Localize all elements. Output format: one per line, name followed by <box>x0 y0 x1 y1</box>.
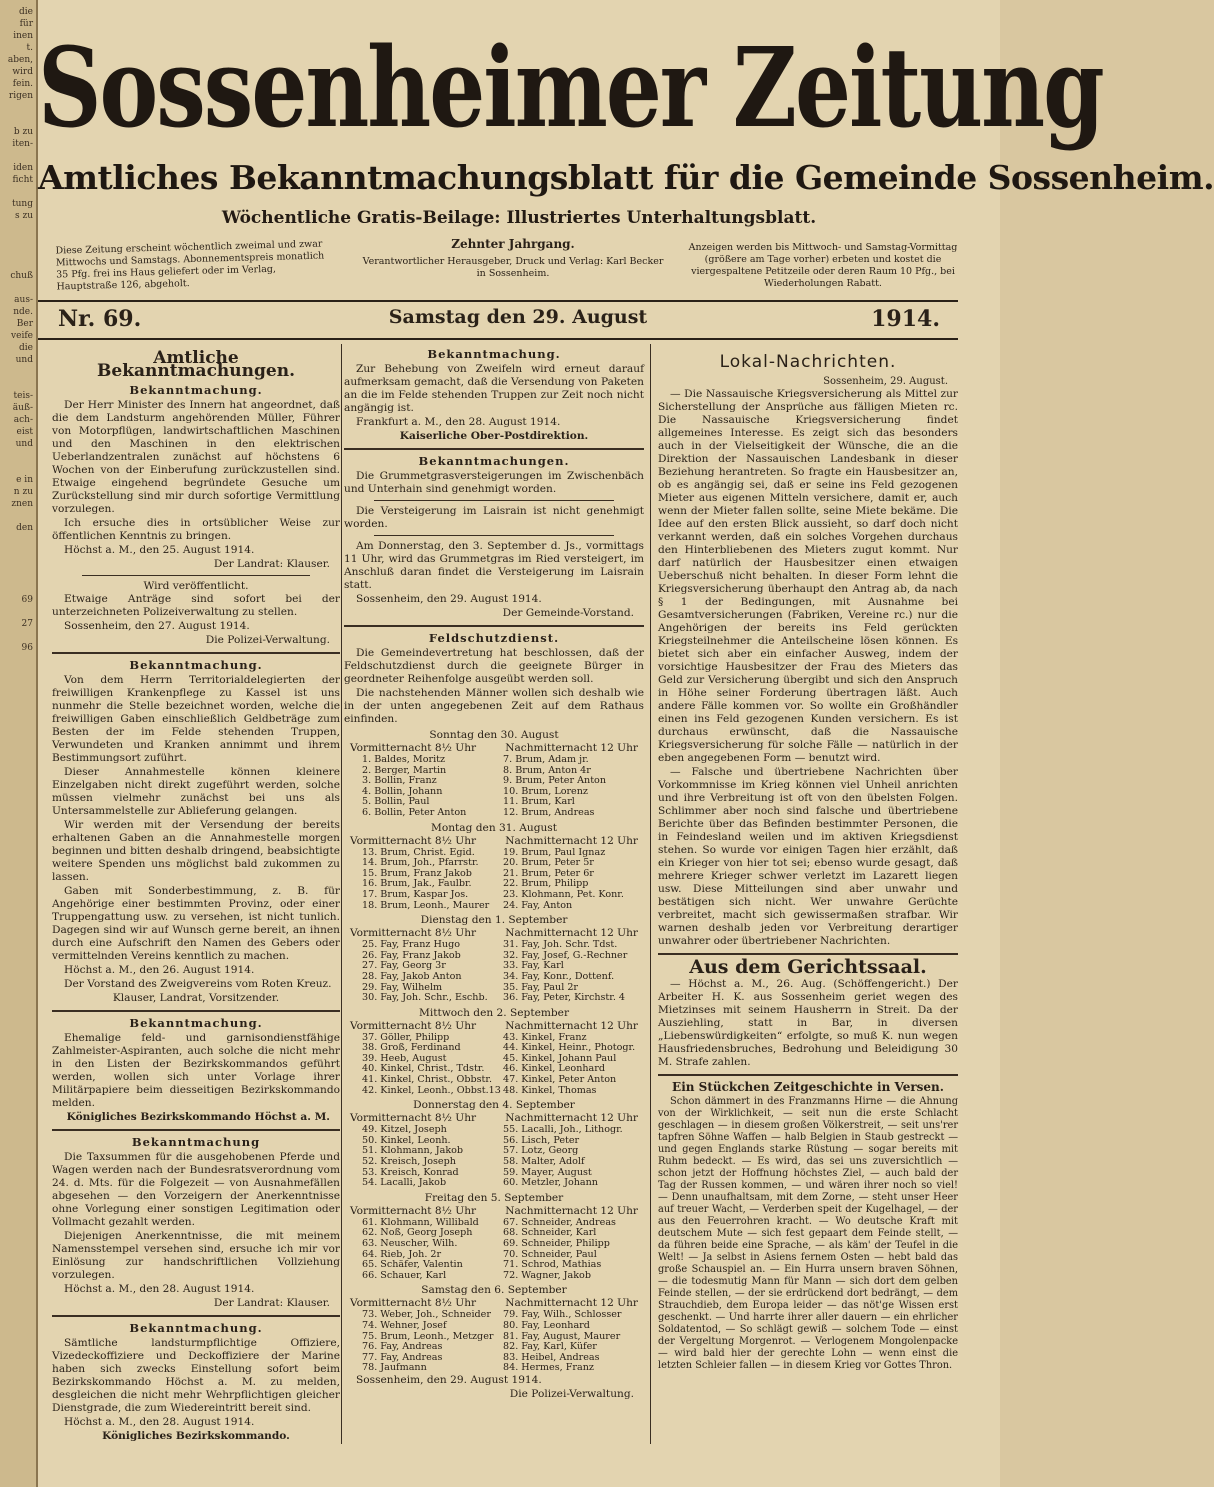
roster-name: 33. Fay, Karl <box>503 960 564 972</box>
roster-day <box>344 1007 644 1097</box>
roster-name: 27. Fay, Georg 3r <box>362 960 446 972</box>
gutter-fragment <box>0 582 33 594</box>
notice-title: Bekanntmachung. <box>129 1016 263 1030</box>
roster-column <box>503 848 644 912</box>
shift-vm: Vormitternacht 8½ Uhr <box>350 1019 477 1032</box>
gutter-fragment <box>0 378 33 390</box>
gutter-fragment <box>0 366 33 378</box>
gutter-fragment: teis- <box>13 391 33 401</box>
roster-name: 72. Wagner, Jakob <box>503 1269 591 1281</box>
divider <box>344 625 644 627</box>
notice-signature: Die Polizei-Verwaltung. <box>205 634 330 646</box>
roster-name: 76. Fay, Andreas <box>362 1341 443 1353</box>
roster-column <box>362 755 503 819</box>
roster-day-title: Mittwoch den 2. September <box>418 1006 570 1019</box>
shift-nm: Nachmitternacht 12 Uhr <box>505 1112 638 1125</box>
roster-name: 29. Fay, Wilhelm <box>362 981 443 993</box>
roster-names <box>344 755 644 819</box>
roster-day-title: Freitag den 5. September <box>424 1191 564 1204</box>
roster-name: 68. Schneider, Karl <box>503 1227 597 1239</box>
gutter-fragment <box>0 114 33 126</box>
roster-name: 53. Kreisch, Konrad <box>362 1166 459 1178</box>
column-amtliche <box>52 344 340 1474</box>
shift-vm: Vormitternacht 8½ Uhr <box>350 742 477 754</box>
roster-name: 34. Fay, Konr., Dottenf. <box>503 970 615 982</box>
issue-number: Nr. 69. <box>58 306 142 332</box>
roster-name: 36. Fay, Peter, Kirchstr. 4 <box>503 992 626 1004</box>
roster-names <box>344 940 644 1004</box>
roster-name: 52. Kreisch, Joseph <box>362 1156 456 1168</box>
verlag: Verantwortlicher Herausgeber, Druck und Verlag: Karl Becker in Sossenheim. <box>362 256 664 279</box>
shift-nm: Nachmitternacht 12 Uhr <box>505 1297 638 1310</box>
notice-date: Höchst a. M., den 28. August 1914. <box>64 1416 255 1428</box>
gutter-fragment: den <box>16 523 33 533</box>
notice-title: Feldschutzdienst. <box>428 631 560 645</box>
roster-name: 16. Brum, Jak., Faulbr. <box>362 878 472 890</box>
roster-names <box>344 848 644 912</box>
roster-name: 21. Brum, Peter 6r <box>503 867 594 879</box>
roster-day <box>344 1192 644 1282</box>
notice-text: Die Gemeindevertretung hat beschlossen, daß der Feldschutzdienst durch die geeignete Bürger in geordneter Reihenfolge ausgeübt werden soll. <box>344 647 644 685</box>
rule-top <box>38 300 958 302</box>
section-heading: Amtliche Bekanntmachungen. <box>97 348 295 381</box>
roster-name: 28. Fay, Jakob Anton <box>362 970 462 982</box>
shift-nm: Nachmitternacht 12 Uhr <box>505 742 638 754</box>
roster-column <box>503 1125 644 1189</box>
adjacent-page-gutter <box>0 0 38 1487</box>
roster-name: 23. Klohmann, Pet. Konr. <box>503 888 624 900</box>
roster-name: 9. Brum, Peter Anton <box>503 775 607 787</box>
roster-name: 26. Fay, Franz Jakob <box>362 949 461 961</box>
notice-text: Von dem Herrn Territorialdelegierten der freiwilligen Krankenpflege zu Kassel ist uns nunmehr die Stelle bezeichnet worden, welche die freiwilligen Gaben einschließlich Geldbeträge zum Besten der im Felde stehenden Truppen, Verwundeten und Kranken annimmt und ihrem Bestimmungsort zuführt. <box>52 674 340 764</box>
notice-title: Bekanntmachung <box>131 1135 261 1149</box>
notice-signature: Der Gemeinde-Vorstand. <box>502 607 634 619</box>
jahrgang: Zehnter Jahrgang. <box>451 237 575 251</box>
gutter-fragment: inen <box>13 31 33 41</box>
roster-name: 10. Brum, Lorenz <box>503 785 588 797</box>
roster-day <box>344 1284 644 1374</box>
roster-day <box>344 729 644 819</box>
roster-column <box>362 1033 503 1097</box>
gutter-fragment: aben, <box>7 55 33 65</box>
divider <box>52 1315 340 1317</box>
gutter-fragment: iten- <box>12 139 33 149</box>
gutter-fragment: 27 <box>21 619 33 629</box>
masthead-subtitle: Amtliches Bekanntmachungsblatt für die Gemeinde Sossenheim. <box>38 158 1214 197</box>
gutter-fragment <box>0 258 33 270</box>
gutter-fragment <box>0 102 33 114</box>
shift-nm: Nachmitternacht 12 Uhr <box>505 834 638 847</box>
gutter-fragment: ficht <box>12 175 33 185</box>
roster-name: 13. Brum, Christ. Egid. <box>362 846 475 858</box>
roster-name: 46. Kinkel, Leonhard <box>503 1063 606 1075</box>
gutter-fragment: 96 <box>21 643 33 653</box>
shift-vm: Vormitternacht 8½ Uhr <box>350 1204 477 1217</box>
notice-date: Frankfurt a. M., den 28. August 1914. <box>356 416 561 428</box>
roster-day-title: Samstag den 6. September <box>421 1284 567 1297</box>
verse-text: Schon dämmert in des Franzmanns Hirne — die Ahnung von der Wirklichkeit, — seit nun die erste Schlacht geschlagen — in diesem großen Völkerstreit, — seit uns'rer tapfren Söhne Waffen — halb Belgien in Staub gestreckt — und gegen Englands starke Rüstung — sogar bereits mit Ruhm bedeckt. — Es wird, das sei uns zuversichtlich — schon jetzt der Hoffnung höchstes Ziel, — auch bald der Tag der Russen kommen, — und wären ihrer noch so viel! — Denn unaufhaltsam, mit dem Zorne, — steht unser Heer auf treuer Wacht, — Verderben speit der Kugelhagel, — der aus den Feuerrohren kracht. — Wo deutsche Kraft mit deutschem Mute — sich fest gepaart dem Feinde stellt, — da führen beide eine Sprache, — als käm' der Teufel in die Welt! — Ja selbst in Asiens fernem Osten — hebt bald das große Schauspiel an. — Ein Hurra unsern braven Söhnen, — die todesmutig Mann für Mann — sich dort dem gelben Feinde stellen, — der sie erdrückend dort bedrängt, — dem Strauchdieb, dem Europa leider — das nöt'ge Wissen erst geschenkt. — Und harrte ihrer aller dauern — ein ehrlicher Soldatentod, — So schlägt gewiß — solchem Tode — einst der Vergeltung Morgenrot. — Verlogenem Mongolenpacke — wird bald hier der gerechte Lohn — wenn einst die letzten Schleier fallen — in diesem Krieg vor Gottes Thron. <box>658 1096 958 1371</box>
gutter-fragment <box>0 150 33 162</box>
roster-names <box>344 1218 644 1282</box>
shift-vm: Vormitternacht 8½ Uhr <box>350 1112 477 1125</box>
section-heading: Lokal-Nachrichten. <box>719 352 897 372</box>
gutter-fragment: und <box>15 439 33 449</box>
notice-title: Bekanntmachung. <box>129 383 263 397</box>
notice-date: Höchst a. M., den 26. August 1914. <box>64 964 255 976</box>
roster-name: 70. Schneider, Paul <box>503 1248 597 1260</box>
roster-names <box>344 1310 644 1374</box>
gutter-fragment: aus- <box>14 295 33 305</box>
gutter-fragment: fein. <box>12 79 33 89</box>
roster-name: 17. Brum, Kaspar Jos. <box>362 888 469 900</box>
notice-text: Der Herr Minister des Innern hat angeordnet, daß die dem Landsturm angehörenden Müller, Führer von Motorpflügen, landwirtschaftlichen Maschinen und den Maschinen in den elektrischen Ueberlandzentralen zunächst auf höchstens 6 Wochen von der Einberufung zurückzustellen sind. Etwaige eingehend begründete Gesuche um Zurückstellung sind mir durch sofortige Vermittlung vorzulegen. <box>52 399 340 515</box>
gutter-fragment <box>0 222 33 234</box>
masthead-beilage: Wöchentliche Gratis-Beilage: Illustriertes Unterhaltungsblatt. <box>221 208 817 228</box>
gutter-fragment: ach- <box>13 415 33 425</box>
roster-column <box>503 1218 644 1282</box>
roster-day-title: Montag den 31. August <box>431 821 557 834</box>
roster-column <box>362 940 503 1004</box>
notice-title: Bekanntmachungen. <box>418 454 570 468</box>
notice-date: Sossenheim, den 29. August 1914. <box>356 593 542 605</box>
roster-name: 15. Brum, Franz Jakob <box>362 867 472 879</box>
roster-name: 11. Brum, Karl <box>503 796 575 808</box>
roster-day <box>344 914 644 1004</box>
roster-column <box>362 848 503 912</box>
roster-name: 62. Noß, Georg Joseph <box>362 1227 473 1239</box>
article-text: — Höchst a. M., 26. Aug. (Schöffengericht.) Der Arbeiter H. K. aus Sossenheim geriet wegen des Mietzinses mit seinem Hausherrn in Streit. Da der Ausziehling, statt in Bar, in diversen „Liebenswürdigkeiten“ erfolgte, so muß K. nun wegen Hausfriedensbruches, Bedrohung und Beleidigung 30 M. Strafe zahlen. <box>658 978 958 1068</box>
gutter-fragment <box>0 546 33 558</box>
roster-name: 81. Fay, August, Maurer <box>503 1330 621 1342</box>
roster-name: 8. Brum, Anton 4r <box>503 764 591 776</box>
roster-name: 2. Berger, Martin <box>362 764 447 776</box>
notice-text: Ehemalige feld- und garnisondienstfähige Zahlmeister-Aspiranten, auch solche die nicht mehr in den Listen der Bezirkskommandos geführt werden, wollen sich unter Vorlage ihrer Militärpapiere beim diesseitigen Bezirkskommando melden. <box>52 1032 340 1109</box>
divider <box>52 1010 340 1012</box>
gutter-fragment <box>0 282 33 294</box>
roster-name: 60. Metzler, Johann <box>503 1177 598 1189</box>
gutter-fragment: veife <box>11 331 33 341</box>
roster-name: 25. Fay, Franz Hugo <box>362 939 460 951</box>
roster-column <box>362 1310 503 1374</box>
roster-name: 65. Schäfer, Valentin <box>362 1259 463 1271</box>
divider <box>52 1129 340 1131</box>
roster-name: 1. Baldes, Moritz <box>362 754 446 765</box>
issue-date: Samstag den 29. August <box>388 306 648 328</box>
section-heading: Aus dem Gerichtssaal. <box>689 956 927 978</box>
roster-column <box>362 1218 503 1282</box>
roster-name: 69. Schneider, Philipp <box>503 1238 610 1249</box>
shift-nm: Nachmitternacht 12 Uhr <box>505 927 638 940</box>
divider <box>374 535 614 536</box>
divider <box>82 575 310 576</box>
gutter-fragment <box>0 606 33 618</box>
article-text: — Die Nassauische Kriegsversicherung als Mittel zur Sicherstellung der Ansprüche aus fälligen Mieten rc. Die Nassauische Kriegsversicherung findet allgemeines Interesse. Es zeigt sich das besonders auch in der Vielseitigkeit der Wünsche, die an die Direktion der Nassauischen Landesbank in dieser Beziehung herantreten. So fragte ein Hausbesitzer an, ob es angängig sei, daß er seine ins Feld gezogenen Mieter aus eigenen Mitteln versichere, damit er, auch wenn der Mieter fallen sollte, seine Miete bekäme. Die Idee auf den ersten Blick aussieht, so darf doch nicht verkannt werden, daß ein solches Vorgehen durchaus den Hinterbliebenen des Mieters zugut kommt. Nur darf natürlich der Hausbesitzer einen etwaigen Ueberschuß nicht behalten. In dieser Form lehnt die Kriegsversicherung überhaupt den Antrag ab, da nach § 1 der Bedingungen, mit Ausnahme bei Gesamtversicherungen (Fabriken, Vereine rc.) nur die Angehörigen der bereits ins Feld gerückten Kriegsteilnehmer die Anteilscheine lösen können. Es bietet sich aber ein einfacher Ausweg, indem der vorsichtige Hausbesitzer der Frau des Mieters das Geld zur Versicherung übergibt und sich den Anspruch in Höhe seiner Forderung übertragen läßt. Auch andere Fälle kommen vor. So wollte ein Großhändler einen ins Feld gezogenen Kunden versichern. Es ist durchaus erwünscht, daß die Nassauische Kriegsversicherung für solche Fälle — natürlich in der eben angegebenen Form — benutzt wird. <box>658 388 958 764</box>
notice-signature: Der Landrat: Klauser. <box>213 1297 330 1309</box>
gutter-fragment: s zu <box>14 211 33 221</box>
divider <box>658 1074 958 1076</box>
gutter-fragment: e in <box>16 475 33 485</box>
notice-text: Die nachstehenden Männer wollen sich deshalb wie in der unten angegebenen Zeit auf dem Rathaus einfinden. <box>344 687 644 725</box>
roster-name: 75. Brum, Leonh., Metzger <box>362 1330 494 1342</box>
roster-name: 12. Brum, Andreas <box>503 806 595 818</box>
roster-name: 61. Klohmann, Willibald <box>362 1216 479 1228</box>
roster-name: 31. Fay, Joh. Schr. Tdst. <box>503 939 618 951</box>
roster-name: 47. Kinkel, Peter Anton <box>503 1074 617 1086</box>
roster-name: 67. Schneider, Andreas <box>503 1216 616 1228</box>
masthead-title: Sossenheimer Zeitung <box>38 22 1103 152</box>
roster-column <box>503 1310 644 1374</box>
rule-bottom <box>38 338 958 340</box>
gutter-fragment: b zu <box>13 127 33 137</box>
roster-name: 30. Fay, Joh. Schr., Eschb. <box>362 992 488 1004</box>
roster-name: 48. Kinkel, Thomas <box>503 1084 597 1096</box>
roster-name: 44. Kinkel, Heinr., Photogr. <box>503 1042 636 1054</box>
shift-nm: Nachmitternacht 12 Uhr <box>505 1019 638 1032</box>
roster-name: 64. Rieb, Joh. 2r <box>362 1248 442 1260</box>
roster-name: 24. Fay, Anton <box>503 899 573 911</box>
gutter-fragment: znen <box>11 499 33 509</box>
roster-name: 54. Lacalli, Jakob <box>362 1177 447 1189</box>
gutter-fragment: Ber <box>16 319 33 329</box>
issue-year: 1914. <box>871 306 940 332</box>
subscription-info: Diese Zeitung erscheint wöchentlich zweimal und zwar Mittwochs und Samstags. Abonnementspreis monatlich 35 Pfg. frei ins Haus geliefert oder im Verlag, Hauptstraße 126, abgeholt. <box>55 238 325 293</box>
roster-names <box>344 1125 644 1189</box>
article-text: — Falsche und übertriebene Nachrichten über Vorkommnisse im Krieg können viel Unheil anrichten und ihre Verbreitung ist oft von den übelsten Folgen. Schlimmer aber noch sind falsche und übertriebene Berichte über das Befinden bestimmter Personen, die in Feindesland weilen und im aktiven Kriegsdienst stehen. So wurde vor einigen Tagen hier erzählt, daß ein Krieger von hier tot sei; ebenso wurde gesagt, daß mehrere Krieger schwer verletzt im Lazarett liegen usw. Diese Mitteilungen sind aber unwahr und bestätigen sich nicht. Wer unwahre Gerüchte verbreitet, macht sich gewissermaßen strafbar. Wir warnen deshalb jeden vor Verbreitung derartiger unwahrer oder übertriebener Nachrichten. <box>658 766 958 947</box>
roster-name: 79. Fay, Wilh., Schlosser <box>503 1309 622 1321</box>
roster-name: 18. Brum, Leonh., Maurer <box>362 899 490 911</box>
roster-day-title: Sonntag den 30. August <box>429 729 559 741</box>
gutter-fragment <box>0 510 33 522</box>
gutter-fragment: tung <box>12 199 33 209</box>
roster-name: 71. Schrod, Mathias <box>503 1259 602 1271</box>
gutter-fragment: äuß- <box>12 403 33 413</box>
roster-name: 73. Weber, Joh., Schneider <box>362 1309 491 1321</box>
roster-column <box>362 1125 503 1189</box>
roster-name: 57. Lotz, Georg <box>503 1145 579 1157</box>
gutter-fragment: n zu <box>13 487 33 497</box>
notice-text: Die Grummetgrasversteigerungen im Zwischenbäch und Unterhain sind genehmigt worden. <box>344 470 644 495</box>
shift-vm: Vormitternacht 8½ Uhr <box>350 927 477 940</box>
notice-text: Am Donnerstag, den 3. September d. Js., vormittags 11 Uhr, wird das Grummetgras im Ried versteigert, im Anschluß daran findet die Versteigerung im Laisrain statt. <box>344 540 644 591</box>
notice-text: Diejenigen Anerkenntnisse, die mit meinem Namensstempel versehen sind, ersuche ich mir vor Einlösung zur handschriftlichen Vollziehung vorzulegen. <box>52 1230 340 1281</box>
duty-roster <box>344 729 644 1374</box>
gutter-fragment: die <box>19 343 33 353</box>
gutter-fragment: t. <box>26 43 33 53</box>
roster-column <box>503 755 644 819</box>
roster-name: 38. Groß, Ferdinand <box>362 1042 461 1054</box>
gutter-fragment: und <box>15 355 33 365</box>
gutter-fragment <box>0 186 33 198</box>
roster-name: 42. Kinkel, Leonh., Obbst.13 <box>362 1084 501 1096</box>
notice-title: Bekanntmachung. <box>129 658 263 672</box>
roster-name: 4. Bollin, Johann <box>362 785 443 797</box>
gutter-fragment: für <box>19 19 33 29</box>
roster-day-title: Dienstag den 1. September <box>420 914 568 927</box>
notice-date: Höchst a. M., den 25. August 1914. <box>64 544 255 556</box>
roster-name: 77. Fay, Andreas <box>362 1351 443 1363</box>
notice-text: Wird veröffentlicht. <box>143 580 249 592</box>
gutter-fragment: 69 <box>21 595 33 605</box>
roster-name: 7. Brum, Adam jr. <box>503 754 589 765</box>
roster-shift-header <box>344 1020 644 1033</box>
roster-name: 78. Jaufmann <box>362 1362 427 1374</box>
gutter-fragment: rigen <box>8 91 33 101</box>
roster-name: 22. Brum, Philipp <box>503 878 589 890</box>
divider <box>658 953 958 955</box>
roster-name: 74. Wehner, Josef <box>362 1319 447 1331</box>
gutter-fragment <box>0 450 33 462</box>
notice-signature: Der Landrat: Klauser. <box>213 558 330 570</box>
gutter-fragment: die <box>19 7 33 17</box>
gutter-fragment <box>0 534 33 546</box>
shift-vm: Vormitternacht 8½ Uhr <box>350 834 477 847</box>
notice-text: Etwaige Anträge sind sofort bei der unterzeichneten Polizeiverwaltung zu stellen. <box>52 593 340 618</box>
column-notices <box>344 344 644 1474</box>
gutter-fragment: iden <box>13 163 33 173</box>
gutter-fragment <box>0 630 33 642</box>
gutter-fragment: nde. <box>13 307 33 317</box>
gutter-fragment: eist <box>16 427 33 437</box>
column-divider <box>650 344 651 1444</box>
notice-date: Höchst a. M., den 28. August 1914. <box>64 1283 255 1295</box>
notice-text: Die Versteigerung im Laisrain ist nicht genehmigt worden. <box>344 505 644 530</box>
roster-name: 35. Fay, Paul 2r <box>503 981 579 993</box>
roster-day <box>344 1099 644 1189</box>
shift-nm: Nachmitternacht 12 Uhr <box>505 1204 638 1217</box>
roster-name: 58. Malter, Adolf <box>503 1156 585 1168</box>
notice-signature: Königliches Bezirkskommando Höchst a. M. <box>66 1111 330 1123</box>
notice-signature: Königliches Bezirkskommando. <box>102 1430 290 1442</box>
roster-name: 37. Göller, Philipp <box>362 1031 450 1043</box>
roster-name: 66. Schauer, Karl <box>362 1269 447 1281</box>
notice-title: Bekanntmachung. <box>129 1321 263 1335</box>
section-heading: Ein Stückchen Zeitgeschichte in Versen. <box>672 1080 944 1094</box>
notice-text: Sämtliche landsturmpflichtige Offiziere, Vizedeckoffiziere und Deckoffiziere der Marine haben sich zwecks Einstellung sofort beim Bezirkskommando Höchst a. M. zu melden, desgleichen die nicht mehr Wehrpflichtigen gleicher Dienstgrade, die zum Wiedereintritt bereit sind. <box>52 1337 340 1414</box>
roster-name: 82. Fay, Karl, Küfer <box>503 1341 597 1353</box>
notice-text: Die Taxsummen für die ausgehobenen Pferde und Wagen werden nach der Bundesratsverordnung vom 24. d. Mts. für die Folgezeit — von Ausnahmefällen abgesehen — den Vorzeigern der Anerkenntnisse ohne Vorlegung einer sonstigen Legitimation oder Vollmacht gezahlt werden. <box>52 1151 340 1228</box>
roster-name: 51. Klohmann, Jakob <box>362 1145 464 1157</box>
roster-name: 43. Kinkel, Franz <box>503 1031 587 1043</box>
gutter-fragment <box>0 246 33 258</box>
roster-name: 19. Brum, Paul Ignaz <box>503 846 606 858</box>
roster-name: 56. Lisch, Peter <box>503 1134 580 1146</box>
notice-text: Gaben mit Sonderbestimmung, z. B. für Angehörige einer bestimmten Provinz, oder einer Truppengattung usw. zu versehen, ist nicht tunlich. Dagegen sind wir auf Wunsch gerne bereit, an ihnen durch eine Aufschrift den Namen des Gebers oder vermittelnden Vereins kenntlich zu machen. <box>52 885 340 962</box>
roster-name: 83. Heibel, Andreas <box>503 1351 600 1363</box>
roster-day-title: Donnerstag den 4. September <box>413 1099 575 1112</box>
notice-date: Sossenheim, den 27. August 1914. <box>64 620 250 632</box>
roster-name: 6. Bollin, Peter Anton <box>362 806 467 818</box>
roster-name: 32. Fay, Josef, G.-Rechner <box>503 949 628 961</box>
roster-name: 40. Kinkel, Christ., Tdstr. <box>362 1063 485 1075</box>
publisher-info <box>358 238 668 280</box>
shift-vm: Vormitternacht 8½ Uhr <box>350 1297 477 1310</box>
roster-name: 63. Neuscher, Wilh. <box>362 1238 458 1249</box>
divider <box>374 500 614 501</box>
roster-shift-header <box>344 1205 644 1218</box>
gutter-fragment <box>0 462 33 474</box>
roster-name: 49. Kitzel, Joseph <box>362 1124 447 1136</box>
roster-name: 45. Kinkel, Johann Paul <box>503 1052 617 1064</box>
roster-name: 50. Kinkel, Leonh. <box>362 1134 451 1146</box>
roster-name: 55. Lacalli, Joh., Lithogr. <box>503 1124 623 1136</box>
roster-day <box>344 822 644 912</box>
notice-signature: Die Polizei-Verwaltung. <box>509 1387 634 1400</box>
roster-column <box>503 1033 644 1097</box>
roster-name: 14. Brum, Joh., Pfarrstr. <box>362 857 479 869</box>
notice-title: Bekanntmachung. <box>427 347 561 361</box>
notice-text: Wir werden mit der Versendung der bereits erhaltenen Gaben an die Annahmestelle morgen beginnen und bitten deshalb dringend, beabsichtigte weitere Spenden uns möglichst bald zukommen zu lassen. <box>52 819 340 883</box>
roster-name: 84. Hermes, Franz <box>503 1362 594 1374</box>
divider <box>344 448 644 450</box>
gutter-fragment: wird <box>12 67 33 77</box>
notice-signature: Kaiserliche Ober-Postdirektion. <box>399 430 589 442</box>
notice-date: Sossenheim, den 29. August 1914. <box>356 1373 542 1386</box>
notice-text: Dieser Annahmestelle können kleinere Einzelgaben nicht direkt zugeführt werden, solche müssen vielmehr zunächst bei uns als Untersammelstelle zur Ablieferung gelangen. <box>52 766 340 817</box>
roster-name: 20. Brum, Peter 5r <box>503 857 594 869</box>
column-divider <box>341 344 342 1444</box>
roster-shift-header <box>344 835 644 848</box>
roster-name: 41. Kinkel, Christ., Obbstr. <box>362 1074 492 1086</box>
roster-name: 39. Heeb, August <box>362 1052 447 1064</box>
newspaper-page <box>38 0 1214 1487</box>
notice-text: Ich ersuche dies in ortsüblicher Weise zur öffentlichen Kenntnis zu bringen. <box>52 517 340 542</box>
notice-signature: Klauser, Landrat, Vorsitzender. <box>112 992 280 1004</box>
notice-text: Zur Behebung von Zweifeln wird erneut darauf aufmerksam gemacht, daß die Versendung von Paketen an die im Felde stehenden Truppen zur Zeit noch nicht angängig ist. <box>344 363 644 414</box>
roster-names <box>344 1033 644 1097</box>
gutter-fragment <box>0 234 33 246</box>
roster-column <box>503 940 644 1004</box>
roster-name: 5. Bollin, Paul <box>362 796 430 808</box>
roster-name: 3. Bollin, Franz <box>362 775 437 787</box>
dateline: Sossenheim, 29. August. <box>823 376 948 387</box>
date-bar <box>38 306 1000 336</box>
notice-signature: Der Vorstand des Zweigvereins vom Roten Kreuz. <box>64 978 332 990</box>
gutter-fragment <box>0 558 33 570</box>
roster-name: 80. Fay, Leonhard <box>503 1319 590 1331</box>
column-lokal <box>658 344 958 1474</box>
gutter-fragment: chuß <box>10 271 33 281</box>
roster-name: 59. Mayer, August <box>503 1166 592 1178</box>
gutter-fragment <box>0 570 33 582</box>
advert-info: Anzeigen werden bis Mittwoch- und Samstag-Vormittag (größere am Tage vorher) erbeten und kostet die viergespaltene Petitzeile oder deren Raum 10 Pfg., bei Wiederholungen Rabatt. <box>688 242 958 289</box>
divider <box>52 652 340 654</box>
